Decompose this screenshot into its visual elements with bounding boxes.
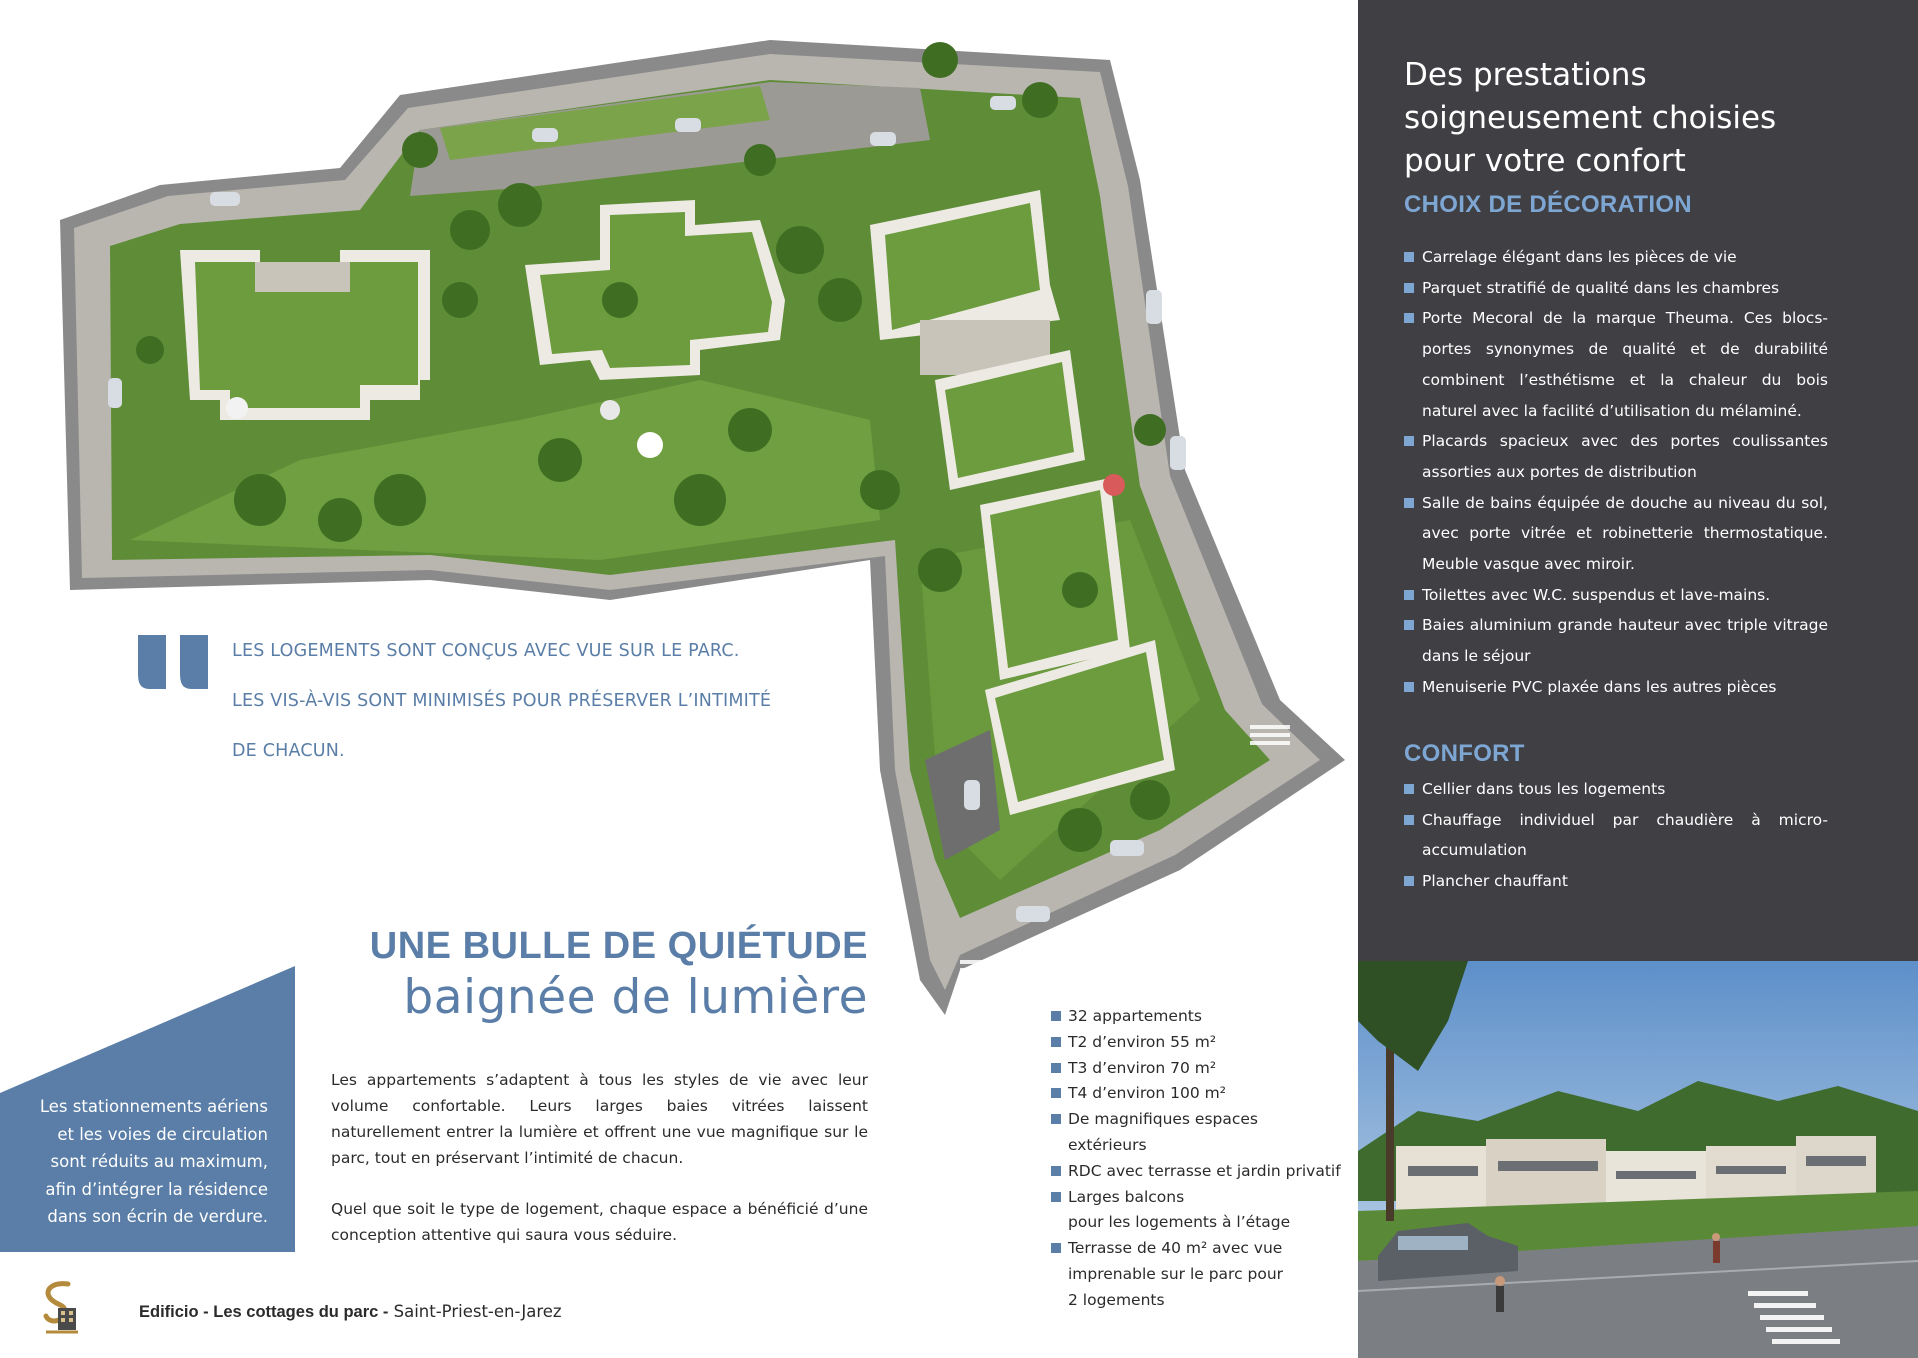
body-copy bbox=[331, 1067, 868, 1273]
body-paragraph: Les appartements s’adaptent à tous les styles de vie avec leur volume confortable. Leurs larges baies vitrées laissent naturellement entrer la lumière et offrent une vue magnifique sur le parc, tout en préservant l’intimité de chacun. bbox=[331, 1071, 868, 1167]
bullet-square-icon bbox=[1051, 1243, 1061, 1253]
list-item: Placards spacieux avec des portes coulissantes assorties aux portes de distribution bbox=[1404, 426, 1828, 487]
headline-subtitle: baignée de lumière bbox=[403, 970, 868, 1025]
bullet-square-icon bbox=[1404, 620, 1414, 630]
edificio-logo-icon bbox=[38, 1280, 84, 1336]
list-item: Toilettes avec W.C. suspendus et lave-mains. bbox=[1404, 580, 1828, 611]
list-item: Chauffage individuel par chaudière à micro-accumulation bbox=[1404, 805, 1828, 866]
residence-street-photo bbox=[1358, 961, 1918, 1358]
bullet-square-icon bbox=[1051, 1011, 1061, 1021]
list-item: De magnifiques espaces extérieurs bbox=[1050, 1107, 1350, 1159]
note-line: Les stationnements aériens bbox=[39, 1097, 268, 1116]
footer-city: Saint-Priest-en-Jarez bbox=[388, 1302, 562, 1321]
headline-title: UNE BULLE DE QUIÉTUDE bbox=[369, 925, 868, 967]
footer-caption bbox=[139, 1302, 562, 1322]
bullet-square-icon bbox=[1404, 682, 1414, 692]
bullet-square-icon bbox=[1404, 784, 1414, 794]
list-item: Terrasse de 40 m² avec vue imprenable sur le parc pour 2 logements bbox=[1050, 1236, 1350, 1313]
bullet-square-icon bbox=[1051, 1114, 1061, 1124]
list-item: T4 d’environ 100 m² bbox=[1050, 1081, 1350, 1107]
bullet-square-icon bbox=[1051, 1166, 1061, 1176]
bullet-square-icon bbox=[1404, 313, 1414, 323]
note-line: dans son écrin de verdure. bbox=[47, 1207, 268, 1226]
pull-quote-line: DE CHACUN. bbox=[232, 741, 345, 761]
panel-title bbox=[1404, 54, 1864, 183]
pull-quote-line: LES VIS-À-VIS SONT MINIMISÉS POUR PRÉSERVER L’INTIMITÉ bbox=[232, 691, 772, 711]
bullet-square-icon bbox=[1404, 498, 1414, 508]
bullet-square-icon bbox=[1051, 1037, 1061, 1047]
bullet-square-icon bbox=[1404, 876, 1414, 886]
panel-title-line: soigneusement choisies bbox=[1404, 100, 1777, 136]
list-item: Menuiserie PVC plaxée dans les autres pièces bbox=[1404, 672, 1828, 703]
list-item: Larges balcons pour les logements à l’étage bbox=[1050, 1185, 1350, 1237]
quote-mark-icon bbox=[136, 633, 216, 689]
list-item: Cellier dans tous les logements bbox=[1404, 774, 1828, 805]
panel-title-line: pour votre confort bbox=[1404, 143, 1686, 179]
list-item: T2 d’environ 55 m² bbox=[1050, 1030, 1350, 1056]
note-line: afin d’intégrer la résidence bbox=[45, 1179, 268, 1199]
bullet-square-icon bbox=[1404, 815, 1414, 825]
comfort-heading: CONFORT bbox=[1404, 740, 1525, 767]
list-item: Baies aluminium grande hauteur avec triple vitrage dans le séjour bbox=[1404, 610, 1828, 671]
note-line: sont réduits au maximum, bbox=[50, 1152, 268, 1171]
pull-quote bbox=[232, 626, 832, 776]
decoration-list bbox=[1404, 242, 1828, 703]
bullet-square-icon bbox=[1404, 252, 1414, 262]
list-item: RDC avec terrasse et jardin privatif bbox=[1050, 1159, 1350, 1185]
list-item: Salle de bains équipée de douche au niveau du sol, avec porte vitrée et robinetterie thermostatique. Meuble vasque avec miroir. bbox=[1404, 488, 1828, 580]
body-paragraph: Quel que soit le type de logement, chaque espace a bénéficié d’une conception attentive qui saura vous séduire. bbox=[331, 1200, 868, 1244]
list-item: 32 appartements bbox=[1050, 1004, 1350, 1030]
list-item: T3 d’environ 70 m² bbox=[1050, 1056, 1350, 1082]
panel-title-line: Des prestations bbox=[1404, 57, 1647, 93]
bullet-square-icon bbox=[1051, 1063, 1061, 1073]
bullet-square-icon bbox=[1404, 283, 1414, 293]
pull-quote-line: LES LOGEMENTS SONT CONÇUS AVEC VUE SUR LE PARC. bbox=[232, 641, 740, 661]
bullet-square-icon bbox=[1051, 1088, 1061, 1098]
key-figures-list bbox=[1050, 1004, 1350, 1314]
bullet-square-icon bbox=[1051, 1192, 1061, 1202]
list-item: Porte Mecoral de la marque Theuma. Ces blocs-portes synonymes de qualité et de durabilité combinent l’esthétisme et la chaleur du bois naturel avec la facilité d’utilisation du mélaminé. bbox=[1404, 303, 1828, 426]
bullet-square-icon bbox=[1404, 590, 1414, 600]
list-item: Plancher chauffant bbox=[1404, 866, 1828, 897]
list-item: Carrelage élégant dans les pièces de vie bbox=[1404, 242, 1828, 273]
list-item: Parquet stratifié de qualité dans les chambres bbox=[1404, 273, 1828, 304]
bullet-square-icon bbox=[1404, 436, 1414, 446]
footer-brand: Edificio - Les cottages du parc - bbox=[139, 1303, 389, 1321]
comfort-list bbox=[1404, 774, 1828, 897]
parking-note bbox=[20, 1093, 268, 1231]
note-line: et les voies de circulation bbox=[57, 1124, 268, 1144]
section-headline bbox=[370, 925, 868, 1025]
decoration-heading: CHOIX DE DÉCORATION bbox=[1404, 191, 1692, 218]
